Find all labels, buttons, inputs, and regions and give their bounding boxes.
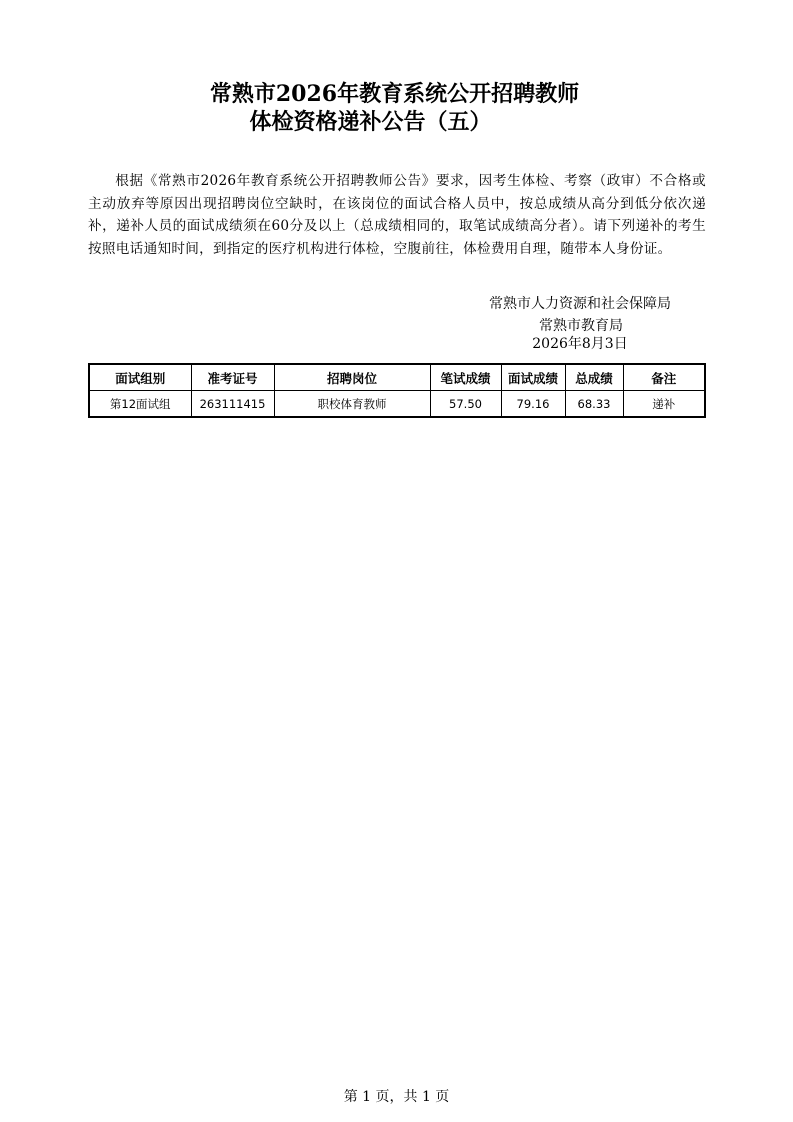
signature-org-hr: 常熟市人力资源和社会保障局 (489, 296, 671, 312)
table-cell: 第12面试组 (89, 391, 191, 418)
candidate-table (88, 363, 706, 418)
column-header: 面试成绩 (501, 364, 565, 391)
document-title-line2: 体检资格递补公告（五） (249, 109, 492, 135)
table-cell: 68.33 (565, 391, 623, 418)
signature-org-education: 常熟市教育局 (539, 318, 623, 334)
table-cell: 职校体育教师 (274, 391, 430, 418)
table-row (89, 391, 705, 418)
table-cell: 递补 (623, 391, 705, 418)
page-number-footer: 第 1 页，共 1 页 (343, 1089, 450, 1105)
column-header: 面试组别 (89, 364, 191, 391)
column-header: 总成绩 (565, 364, 623, 391)
column-header: 招聘岗位 (274, 364, 430, 391)
document-title-line1: 常熟市2026年教育系统公开招聘教师 (209, 81, 580, 107)
table-header-row (89, 364, 705, 391)
announcement-body: 根据《常熟市2026年教育系统公开招聘教师公告》要求，因考生体检、考察（政审）不合格或主动放弃等原因出现招聘岗位空缺时，在该岗位的面试合格人员中，按总成绩从高分到低分依次递补，递补人员的面试成绩须在60分及以上（总成绩相同的，取笔试成绩高分者）。请下列递补的考生按照电话通知时间，到指定的医疗机构进行体检，空腹前往，体检费用自理，随带本人身份证。 (88, 173, 706, 257)
signature-date: 2026年8月3日 (532, 336, 628, 352)
column-header: 备注 (623, 364, 705, 391)
table-cell: 79.16 (501, 391, 565, 418)
table-cell: 57.50 (430, 391, 501, 418)
column-header: 笔试成绩 (430, 364, 501, 391)
column-header: 准考证号 (191, 364, 274, 391)
table-cell: 263111415 (191, 391, 274, 418)
